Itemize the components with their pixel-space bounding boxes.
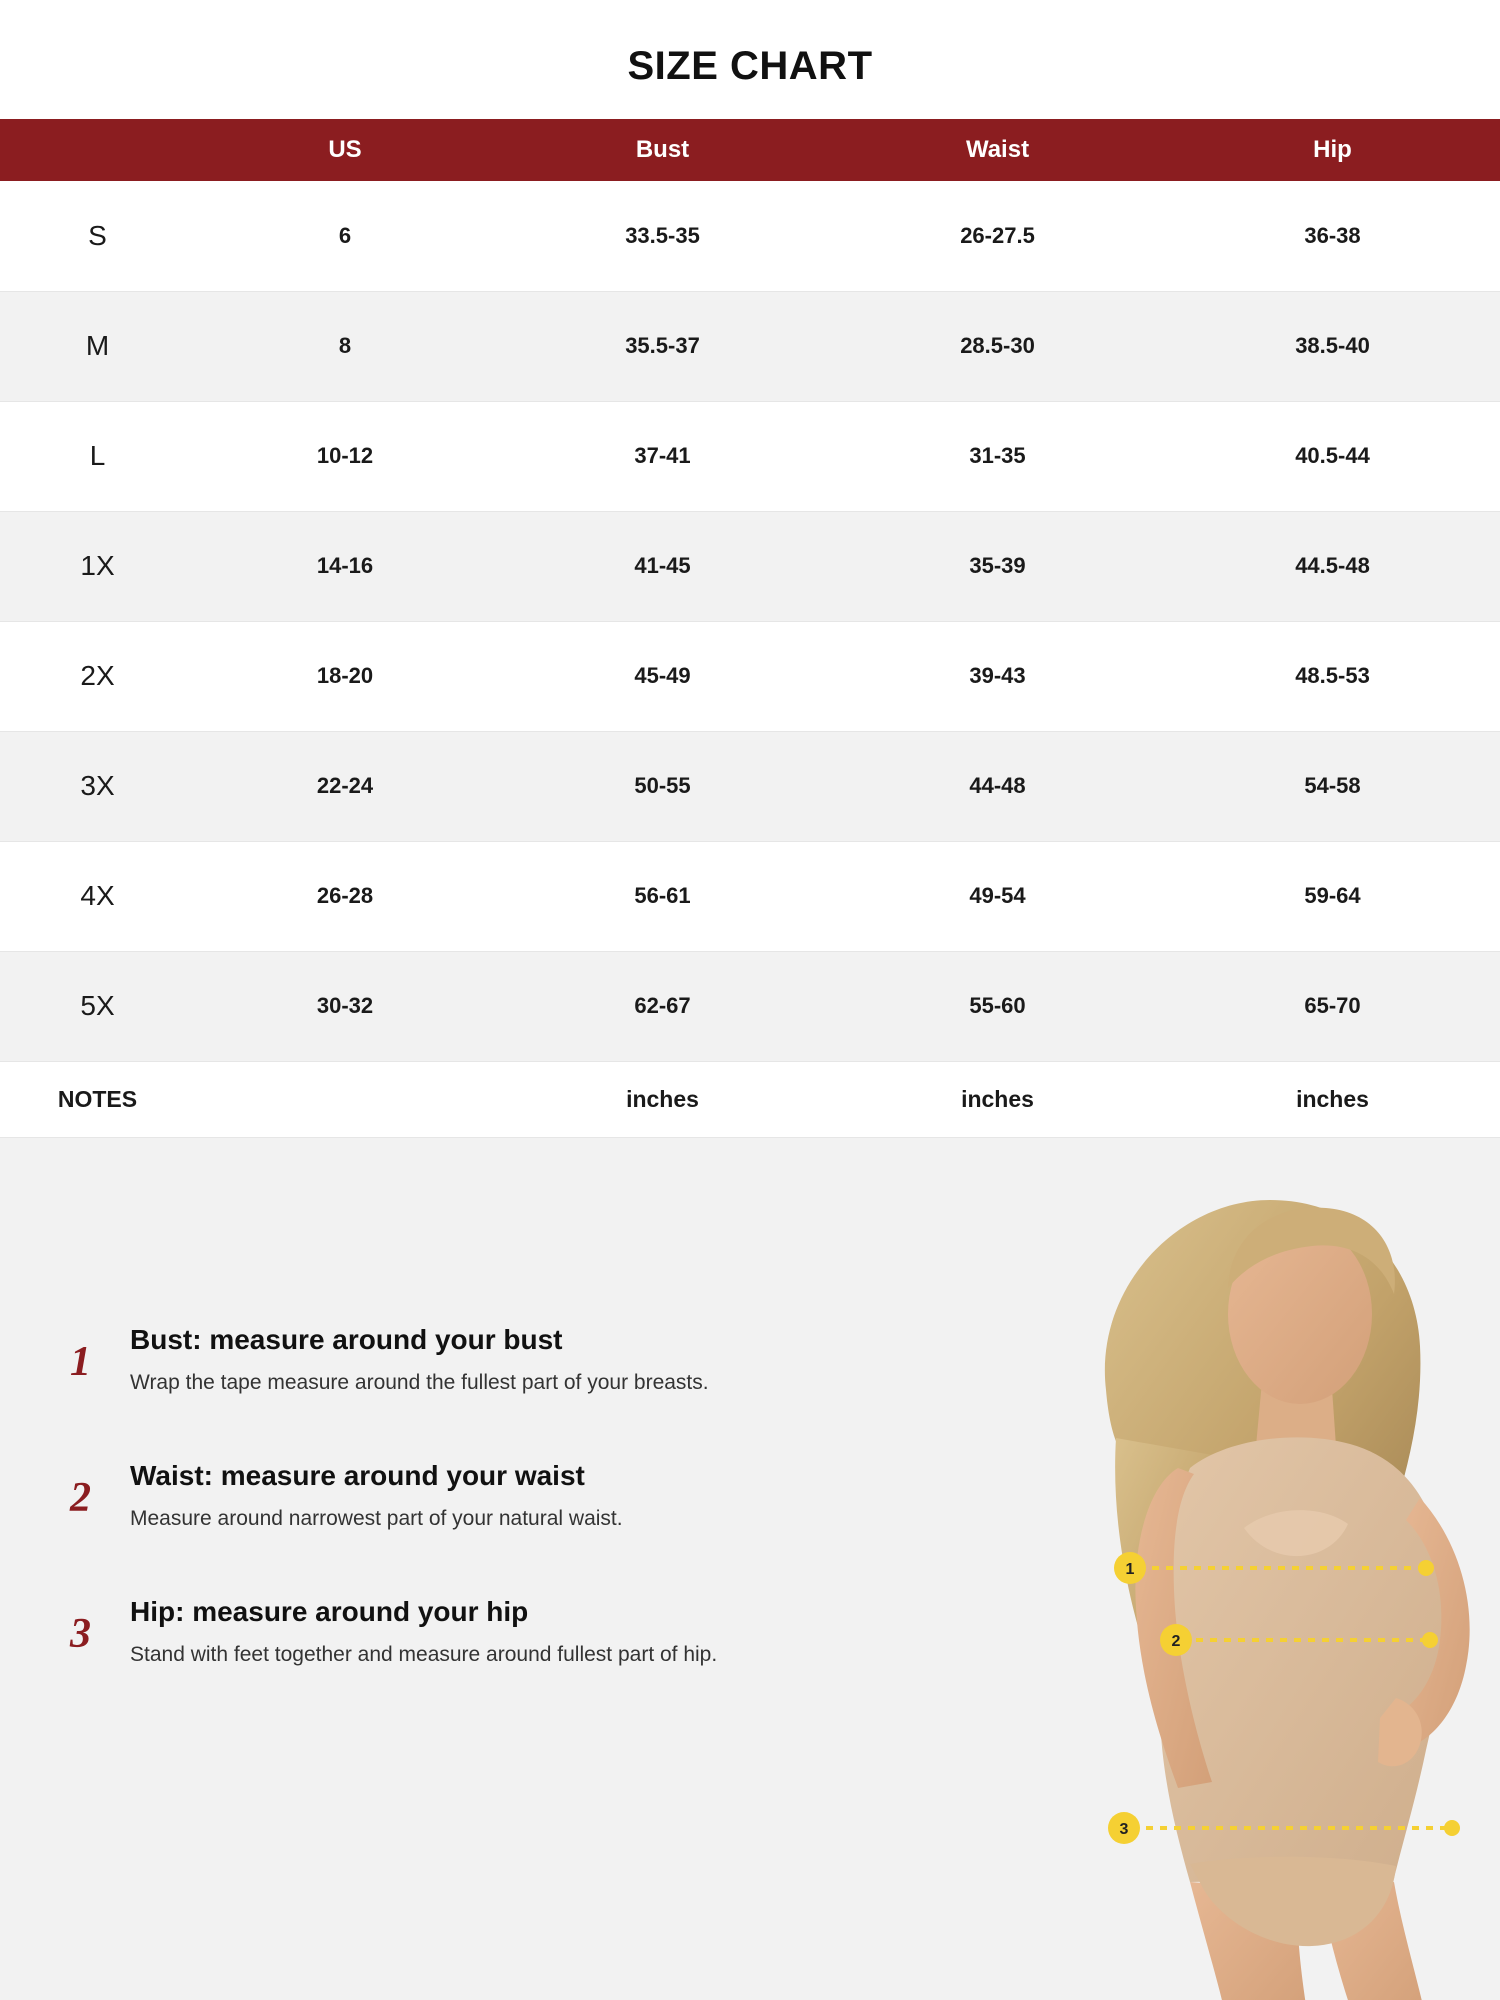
step-title: Bust: measure around your bust [130,1323,563,1355]
cell-hip: 54-58 [1165,731,1500,841]
cell-us: 14-16 [195,511,495,621]
cell-bust: 62-67 [495,951,830,1061]
cell-us: 26-28 [195,841,495,951]
step-title: Waist: measure around your waist [130,1459,585,1491]
table-row [0,621,1500,731]
cell-size: 1X [0,511,195,621]
table-body [0,181,1500,1137]
cell-us: 6 [195,181,495,291]
step-title: Hip: measure around your hip [130,1596,529,1628]
cell-bust: 37-41 [495,401,830,511]
cell-us: 22-24 [195,731,495,841]
cell-notes-waist: inches [830,1061,1165,1137]
column-header-waist: Waist [830,119,1165,181]
cell-bust: 41-45 [495,511,830,621]
model-photo [860,1138,1500,2000]
cell-waist: 39-43 [830,621,1165,731]
cell-hip: 48.5-53 [1165,621,1500,731]
table-row [0,401,1500,511]
page-title: SIZE CHART [627,44,873,88]
measurement-instructions-panel [0,1138,1500,2000]
cell-size: M [0,291,195,401]
cell-us: 8 [195,291,495,401]
step-number: 3 [70,1611,91,1658]
cell-us: 10-12 [195,401,495,511]
cell-hip: 44.5-48 [1165,511,1500,621]
cell-notes-label: NOTES [0,1061,195,1137]
cell-hip: 40.5-44 [1165,401,1500,511]
cell-notes-bust: inches [495,1061,830,1137]
steps-list [70,1324,770,1671]
cell-waist: 35-39 [830,511,1165,621]
table-header-row [0,119,1500,181]
cell-hip: 38.5-40 [1165,291,1500,401]
size-chart-table [0,119,1500,1138]
cell-bust: 50-55 [495,731,830,841]
cell-notes-us [195,1061,495,1137]
step-description: Stand with feet together and measure around fullest part of hip. [130,1643,718,1667]
cell-hip: 59-64 [1165,841,1500,951]
cell-hip: 36-38 [1165,181,1500,291]
svg-text:2: 2 [1171,1632,1181,1650]
table-row [0,291,1500,401]
step-bust [70,1324,770,1398]
step-hip [70,1596,770,1670]
column-header-size [0,119,195,181]
table-row [0,841,1500,951]
model-illustration [860,1138,1500,2000]
column-header-hip: Hip [1165,119,1500,181]
svg-text:1: 1 [1125,1560,1135,1578]
cell-waist: 31-35 [830,401,1165,511]
cell-size: 3X [0,731,195,841]
cell-bust: 56-61 [495,841,830,951]
column-header-bust: Bust [495,119,830,181]
step-description: Wrap the tape measure around the fullest part of your breasts. [130,1370,709,1394]
step-waist [70,1460,770,1534]
cell-waist: 49-54 [830,841,1165,951]
cell-waist: 28.5-30 [830,291,1165,401]
table-header [0,119,1500,181]
table-row [0,951,1500,1061]
cell-us: 18-20 [195,621,495,731]
cell-size: 2X [0,621,195,731]
cell-waist: 26-27.5 [830,181,1165,291]
cell-size: S [0,181,195,291]
cell-size: 5X [0,951,195,1061]
cell-bust: 45-49 [495,621,830,731]
table-notes-row [0,1061,1500,1137]
step-number: 1 [70,1338,91,1385]
table-row [0,511,1500,621]
step-number: 2 [70,1474,91,1521]
cell-bust: 35.5-37 [495,291,830,401]
cell-waist: 55-60 [830,951,1165,1061]
table-row [0,181,1500,291]
column-header-us: US [195,119,495,181]
cell-hip: 65-70 [1165,951,1500,1061]
cell-size: 4X [0,841,195,951]
cell-notes-hip: inches [1165,1061,1500,1137]
svg-text:3: 3 [1119,1820,1129,1838]
table-row [0,731,1500,841]
cell-us: 30-32 [195,951,495,1061]
cell-waist: 44-48 [830,731,1165,841]
cell-bust: 33.5-35 [495,181,830,291]
step-description: Measure around narrowest part of your natural waist. [130,1506,623,1530]
cell-size: L [0,401,195,511]
